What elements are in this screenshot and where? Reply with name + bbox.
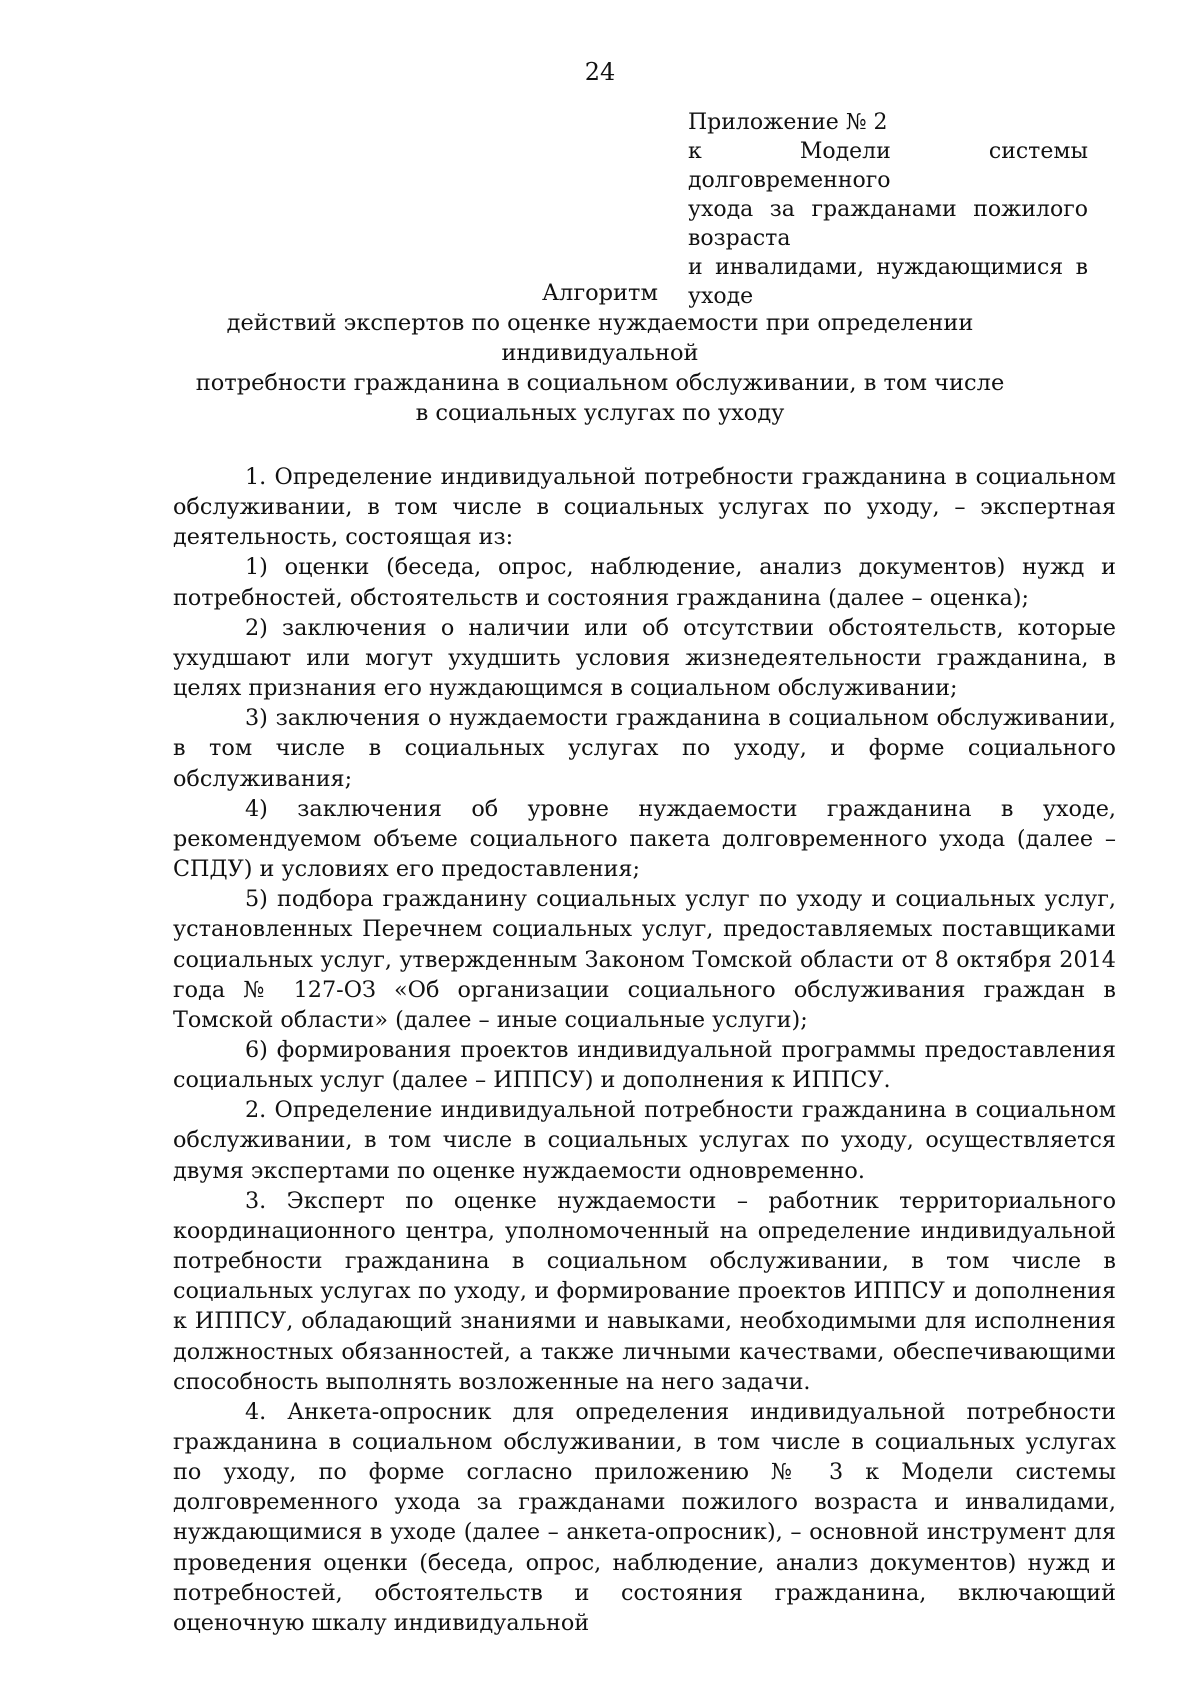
- title-heading: Алгоритм: [541, 280, 658, 306]
- appendix-line: Приложение № 2: [688, 110, 888, 135]
- appendix-line: и инвалидами, нуждающимися в уходе: [688, 255, 1088, 309]
- page-number: 24: [584, 58, 616, 86]
- paragraph: 4. Анкета-опросник для определения индивидуальной потребности гражданина в социальном обслуживании, в том числе в социальных услугах по уходу, по форме согласно приложению № 3 к Модели системы долговременного ухода за гражданами пожилого возраста и инвалидами, нуждающимися в уходе (далее – анкета-опросник), – основной инструмент для проведения оценки (беседа, опрос, наблюдение, анализ документов) нужд и потребностей, обстоятельств и состояния гражданина, включающий оценочную шкалу индивидуальной: [173, 1398, 1116, 1636]
- paragraph: 1) оценки (беседа, опрос, наблюдение, анализ документов) нужд и потребностей, обстоятельств и состояния гражданина (далее – оценка);: [173, 554, 1116, 611]
- paragraph: 4) заключения об уровне нуждаемости гражданина в уходе, рекомендуемом объеме социального пакета долговременного ухода (далее – СПДУ) и условиях его предоставления;: [173, 795, 1116, 883]
- title-line: действий экспертов по оценке нуждаемости при определении индивидуальной: [226, 310, 974, 366]
- paragraph: 3. Эксперт по оценке нуждаемости – работник территориального координационного центра, уполномоченный на определение индивидуальной потребности гражданина в социальном обслуживании, в том числе в социальных услугах по уходу, и формирование проектов ИППСУ и дополнения к ИППСУ, обладающий знаниями и навыками, необходимыми для исполнения должностных обязанностей, а также личными качествами, обеспечивающими способность выполнять возложенные на него задачи.: [173, 1187, 1116, 1395]
- paragraph: 2. Определение индивидуальной потребности гражданина в социальном обслуживании, в том числе в социальных услугах по уходу, осуществляется двумя экспертами по оценке нуждаемости одновременно.: [173, 1097, 1116, 1184]
- appendix-line: ухода за гражданами пожилого возраста: [688, 197, 1088, 251]
- document-title: [150, 278, 1050, 428]
- paragraph: 2) заключения о наличии или об отсутствии обстоятельств, которые ухудшают или могут ухудшить условия жизнедеятельности гражданина, в целях признания его нуждающимся в социальном обслуживании;: [173, 614, 1116, 702]
- title-line: потребности гражданина в социальном обслуживании, в том числе: [195, 370, 1005, 396]
- paragraph: 6) формирования проектов индивидуальной программы предоставления социальных услуг (далее – ИППСУ) и дополнения к ИППСУ.: [173, 1036, 1116, 1094]
- appendix-line: к Модели системы долговременного: [688, 139, 1088, 193]
- paragraph: 1. Определение индивидуальной потребности гражданина в социальном обслуживании, в том числе в социальных услугах по уходу, – экспертная деятельность, состоящая из:: [173, 464, 1116, 551]
- title-line: в социальных услугах по уходу: [415, 400, 785, 426]
- paragraph: 3) заключения о нуждаемости гражданина в социальном обслуживании, в том числе в социальных услугах по уходу, и форме социального обслуживания;: [173, 705, 1116, 792]
- document-body: [173, 462, 1116, 1638]
- paragraph: 5) подбора гражданину социальных услуг по уходу и социальных услуг, установленных Перечнем социальных услуг, предоставляемых поставщиками социальных услуг, утвержденным Законом Томской области от 8 октября 2014 года № 127-ОЗ «Об организации социального обслуживания граждан в Томской области» (далее – иные социальные услуги);: [173, 886, 1116, 1033]
